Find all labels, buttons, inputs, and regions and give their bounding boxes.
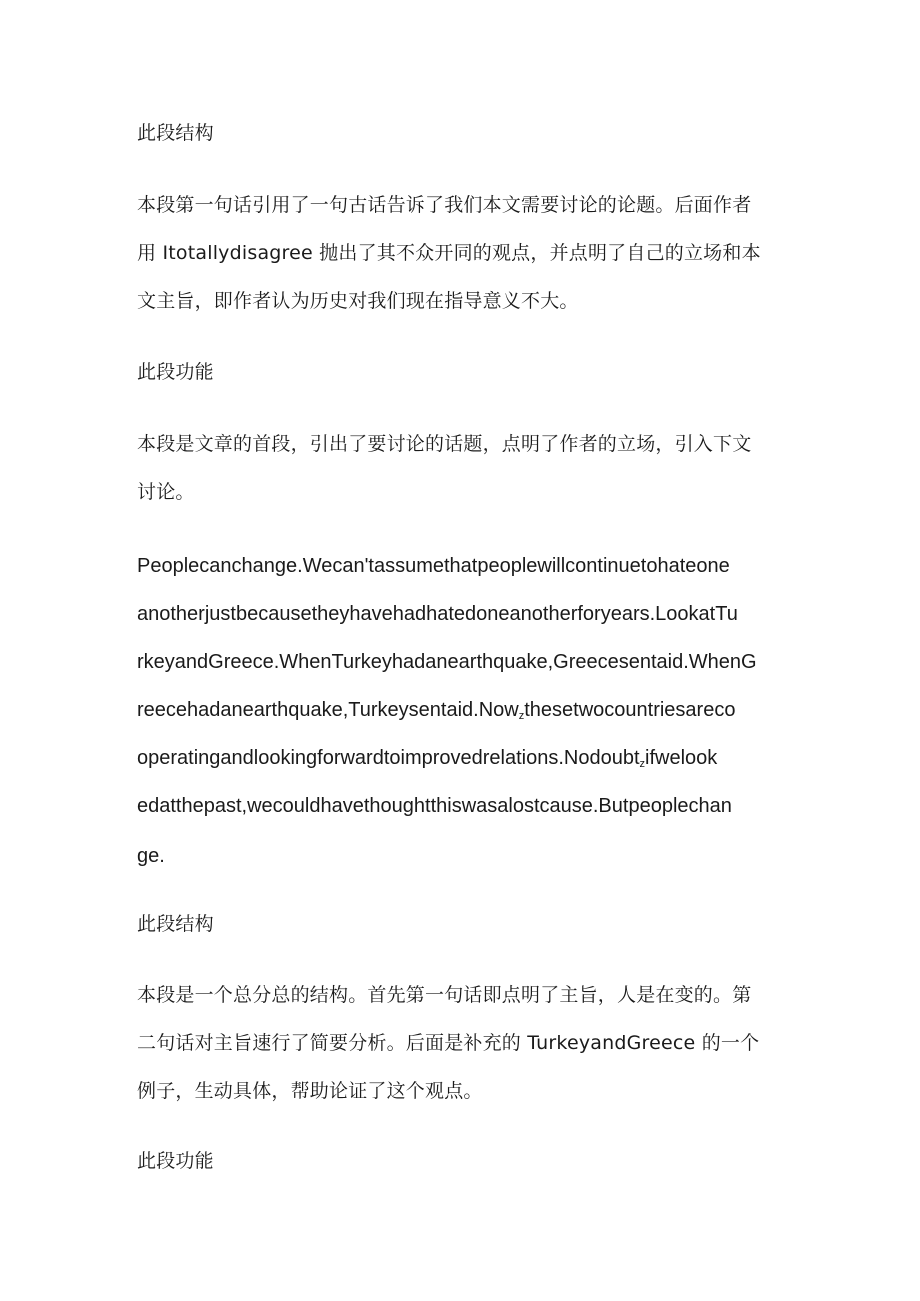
paragraph-line: 二句话对主旨速行了简要分析。后面是补充的 TurkeyandGreece 的一个 <box>137 1032 760 1054</box>
subscript-mark: z <box>639 758 646 770</box>
paragraph-line: 本段是文章的首段，引出了要讨论的话题，点明了作者的立场，引入下文 <box>137 433 752 455</box>
paragraph-line: 本段第一句话引用了一句古话告诉了我们本文需要讨论的论题。后面作者 <box>137 194 752 216</box>
english-paragraph-line: rkeyandGreece.WhenTurkeyhadanearthquake,Greecesentaid.WhenG <box>137 651 757 673</box>
section-heading: 此段功能 <box>137 361 214 383</box>
text-fragment: reecehadanearthquake,Turkeysentaid.Now <box>137 699 519 721</box>
paragraph-line: 本段是一个总分总的结构。首先第一句话即点明了主旨，人是在变的。第 <box>137 984 752 1006</box>
english-paragraph-line <box>137 746 717 776</box>
text-fragment: ifwelook <box>645 747 718 769</box>
english-paragraph-line: ge. <box>137 845 165 867</box>
subscript-mark: z <box>518 710 525 722</box>
english-paragraph-line: anotherjustbecausetheyhavehadhatedoneanotherforyears.LookatTu <box>137 603 738 625</box>
section-heading: 此段功能 <box>137 1150 214 1172</box>
text-fragment: operatingandlookingforwardtoimprovedrelations.Nodoubt <box>137 747 640 769</box>
english-paragraph-line: Peoplecanchange.Wecan'tassumethatpeoplewillcontinuetohateone <box>137 555 730 577</box>
text-fragment: thesetwocountriesareco <box>524 699 736 721</box>
section-heading: 此段结构 <box>137 122 214 144</box>
paragraph-line: 例子，生动具体，帮助论证了这个观点。 <box>137 1080 483 1102</box>
paragraph-line: 讨论。 <box>137 481 195 503</box>
english-paragraph-line <box>137 698 735 728</box>
paragraph-line: 文主旨，即作者认为历史对我们现在指导意义不大。 <box>137 290 579 312</box>
paragraph-line: 用 Itotallydisagree 抛出了其不众开同的观点，并点明了自己的立场和本 <box>137 242 761 264</box>
section-heading: 此段结构 <box>137 913 214 935</box>
english-paragraph-line: edatthepast,wecouldhavethoughtthiswasalostcause.Butpeoplechan <box>137 795 732 817</box>
